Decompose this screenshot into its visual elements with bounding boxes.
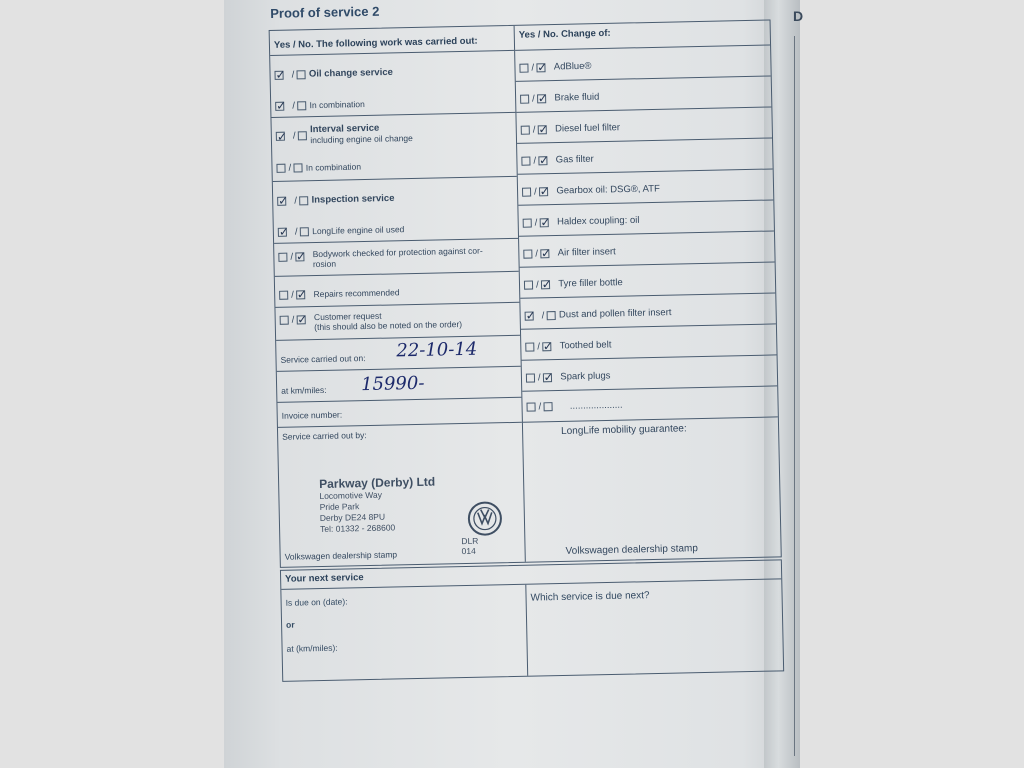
yes-checkbox[interactable] bbox=[525, 342, 534, 351]
change-label: Haldex coupling: oil bbox=[556, 214, 640, 228]
bodywork-label: Bodywork checked for protection against cor- bbox=[312, 245, 483, 260]
change-label: Gas filter bbox=[555, 153, 594, 166]
interval-service-label: Interval service bbox=[309, 122, 380, 136]
km-miles-row bbox=[277, 367, 522, 403]
service-date-row bbox=[276, 336, 521, 372]
tick-mark: ✓ bbox=[538, 153, 550, 168]
dealer-name: Parkway (Derby) Ltd bbox=[319, 474, 436, 492]
blank-entry[interactable]: .................... bbox=[569, 399, 623, 412]
tick-mark: ✓ bbox=[297, 312, 308, 327]
repairs-row: / ✓ Repairs recommended bbox=[275, 272, 520, 308]
next-page-border bbox=[794, 36, 801, 756]
dealer-stamp bbox=[319, 474, 479, 557]
right-stamp-caption: Volkswagen dealership stamp bbox=[565, 543, 699, 557]
dealer-address-1: Locomotive Way bbox=[319, 489, 383, 502]
change-label: Toothed belt bbox=[559, 339, 612, 352]
yes-checkbox[interactable] bbox=[519, 63, 528, 72]
change-label: AdBlue® bbox=[553, 60, 592, 73]
no-checkbox[interactable] bbox=[546, 311, 555, 320]
interval-service-sub: including engine oil change bbox=[310, 132, 413, 146]
vw-logo-icon bbox=[468, 501, 503, 536]
yes-checkbox[interactable] bbox=[522, 187, 531, 196]
dealer-address-3: Derby DE24 8PU bbox=[319, 511, 386, 524]
dealer-address-2: Pride Park bbox=[319, 501, 360, 513]
tick-mark: ✓ bbox=[543, 370, 554, 385]
at-km-label: at (km/miles): bbox=[286, 642, 338, 654]
left-header: Yes / No. The following work was carried out: bbox=[273, 35, 478, 51]
bodywork-row: / ✓ Bodywork checked for protection against cor- rosion bbox=[274, 239, 519, 277]
tick-mark: ✓ bbox=[540, 215, 551, 230]
change-row-tyre-filler: / ✓ Tyre filler bottle bbox=[520, 262, 776, 298]
change-row-spark-plugs: / ✓ Spark plugs bbox=[522, 355, 778, 391]
oil-change-row: ✓ / Oil change service bbox=[275, 66, 393, 82]
yes-checkbox[interactable] bbox=[278, 252, 287, 261]
next-service-left bbox=[281, 585, 528, 681]
tick-mark: ✓ bbox=[276, 98, 287, 113]
yes-checkbox[interactable] bbox=[279, 290, 288, 299]
customer-request-row: / ✓ Customer request (this should also be noted on the order) bbox=[275, 303, 520, 341]
in-combination-row-1: ✓ / In combination bbox=[271, 82, 516, 118]
change-row-gas-filter: / ✓ Gas filter bbox=[517, 138, 773, 174]
form-title: Proof of service 2 bbox=[270, 3, 380, 21]
change-label: Dust and pollen filter insert bbox=[558, 307, 672, 321]
proof-of-service-form bbox=[268, 0, 782, 690]
change-row-brake-fluid: / ✓ Brake fluid bbox=[516, 76, 772, 112]
tick-mark: ✓ bbox=[541, 277, 552, 292]
tick-mark: ✓ bbox=[275, 67, 286, 82]
due-on-label: Is due on (date): bbox=[285, 596, 348, 608]
no-checkbox[interactable] bbox=[293, 163, 302, 172]
left-stamp-caption: Volkswagen dealership stamp bbox=[284, 549, 398, 562]
tick-mark: ✓ bbox=[278, 193, 289, 208]
service-by-label: Service carried out by: bbox=[282, 430, 367, 442]
next-service-box bbox=[280, 559, 784, 681]
yes-checkbox[interactable] bbox=[280, 315, 289, 324]
tick-mark: ✓ bbox=[537, 91, 548, 106]
change-label: Diesel fuel filter bbox=[554, 122, 621, 135]
change-row-adblue: / ✓ AdBlue® bbox=[515, 45, 771, 81]
yes-checkbox[interactable] bbox=[521, 156, 530, 165]
yes-checkbox[interactable] bbox=[526, 402, 535, 411]
no-checkbox[interactable] bbox=[297, 101, 306, 110]
tick-mark: ✓ bbox=[536, 60, 548, 75]
change-label: Brake fluid bbox=[554, 91, 600, 104]
km-miles-label: at km/miles: bbox=[281, 384, 327, 396]
which-service-label: Which service is due next? bbox=[530, 590, 650, 604]
yes-checkbox[interactable] bbox=[276, 164, 285, 173]
yes-checkbox[interactable] bbox=[523, 218, 532, 227]
customer-request-sub: (this should also be noted on the order) bbox=[314, 319, 463, 333]
longlife-oil-label: LongLife engine oil used bbox=[312, 224, 405, 237]
tick-mark: ✓ bbox=[525, 308, 536, 323]
tick-mark: ✓ bbox=[538, 122, 549, 137]
service-by-row bbox=[278, 423, 525, 567]
or-label: or bbox=[285, 619, 295, 630]
in-combination-label: In combination bbox=[309, 98, 365, 111]
yes-checkbox[interactable] bbox=[520, 94, 529, 103]
tick-mark: ✓ bbox=[295, 249, 307, 264]
tick-mark: ✓ bbox=[296, 287, 308, 302]
no-checkbox[interactable] bbox=[543, 402, 552, 411]
background-left bbox=[0, 0, 224, 768]
next-page-edge-letter: D bbox=[793, 8, 804, 24]
in-combination-label: In combination bbox=[305, 161, 362, 173]
service-date-value[interactable]: 22-10-14 bbox=[396, 338, 478, 362]
change-row-haldex: / ✓ Haldex coupling: oil bbox=[518, 200, 774, 236]
next-service-right bbox=[526, 579, 783, 675]
inspection-service-label: Inspection service bbox=[311, 192, 395, 206]
dealer-code: DLR 014 bbox=[461, 535, 479, 557]
inspection-service-row: ✓ / Inspection service bbox=[278, 192, 395, 208]
no-checkbox[interactable] bbox=[296, 70, 305, 79]
change-row-blank: / .................... bbox=[522, 386, 778, 422]
yes-checkbox[interactable] bbox=[524, 280, 533, 289]
repairs-label: Repairs recommended bbox=[313, 287, 400, 300]
service-date-label: Service carried out on: bbox=[280, 353, 366, 365]
no-checkbox[interactable] bbox=[299, 196, 308, 205]
dealer-phone: Tel: 01332 - 268600 bbox=[319, 522, 396, 535]
change-label: Spark plugs bbox=[560, 370, 611, 383]
km-miles-value[interactable]: 15990- bbox=[360, 372, 425, 396]
service-grid bbox=[269, 19, 782, 567]
yes-checkbox[interactable] bbox=[526, 373, 535, 382]
tick-mark: ✓ bbox=[540, 246, 552, 261]
interval-service-row: ✓ / Interval service including engine oil change bbox=[276, 122, 413, 146]
longlife-guarantee-box bbox=[523, 417, 781, 561]
tick-mark: ✓ bbox=[539, 184, 550, 199]
change-row-air-filter: / ✓ Air filter insert bbox=[519, 231, 775, 267]
in-combination-row-2: / In combination bbox=[272, 146, 517, 182]
change-label: Gearbox oil: DSG®, ATF bbox=[556, 183, 660, 197]
bodywork-sub: rosion bbox=[312, 258, 337, 270]
change-row-gearbox-oil: / ✓ Gearbox oil: DSG®, ATF bbox=[518, 169, 774, 205]
change-label: Air filter insert bbox=[557, 246, 616, 259]
change-label: Tyre filler bottle bbox=[558, 277, 623, 290]
tick-mark: ✓ bbox=[276, 129, 288, 144]
next-service-heading: Your next service bbox=[281, 560, 781, 589]
invoice-number-label: Invoice number: bbox=[281, 409, 343, 421]
no-checkbox[interactable] bbox=[299, 227, 308, 236]
customer-request-label: Customer request bbox=[313, 310, 382, 323]
right-header: Yes / No. Change of: bbox=[518, 27, 611, 41]
oil-change-label: Oil change service bbox=[308, 66, 393, 80]
change-row-diesel-filter: / ✓ Diesel fuel filter bbox=[516, 107, 772, 143]
tick-mark: ✓ bbox=[278, 224, 290, 239]
longlife-oil-row: ✓ / LongLife engine oil used bbox=[273, 208, 518, 244]
longlife-label: LongLife mobility guarantee: bbox=[560, 423, 687, 437]
change-row-dust-pollen: ✓ / Dust and pollen filter insert bbox=[520, 293, 776, 329]
yes-checkbox[interactable] bbox=[523, 249, 532, 258]
work-carried-out-column bbox=[270, 26, 526, 567]
change-row-toothed-belt: / ✓ Toothed belt bbox=[521, 324, 777, 360]
background-right bbox=[800, 0, 1024, 768]
tick-mark: ✓ bbox=[542, 339, 554, 354]
change-of-column bbox=[515, 21, 781, 562]
no-checkbox[interactable] bbox=[297, 131, 306, 140]
yes-checkbox[interactable] bbox=[521, 125, 530, 134]
